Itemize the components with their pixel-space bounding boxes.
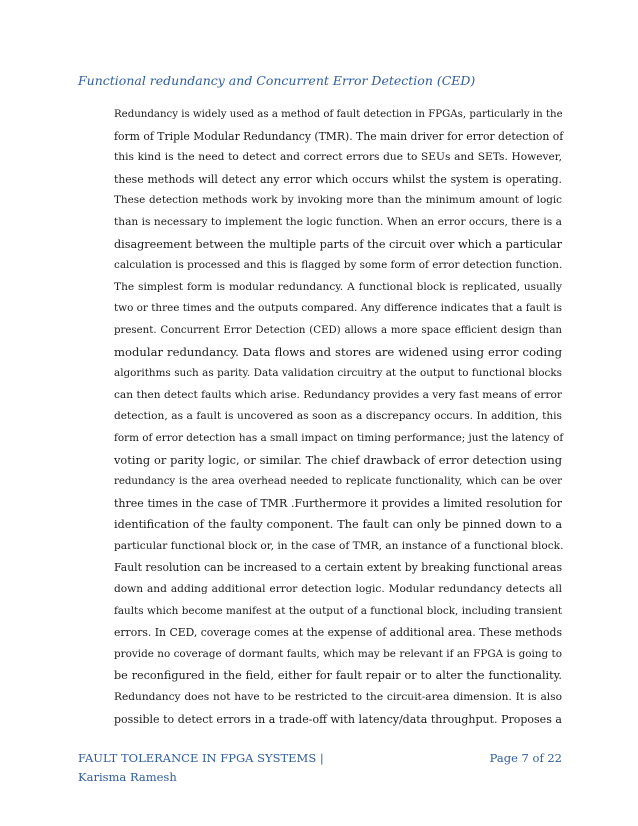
paragraph-line: be reconfigured in the field, either for fault repair or to alter the functionality. xyxy=(114,669,562,683)
paragraph-line: particular functional block or, in the case of TMR, an instance of a functional block. xyxy=(114,539,564,552)
paragraph-line: than is necessary to implement the logic function. When an error occurs, there is a xyxy=(114,215,562,228)
paragraph-line: faults which become manifest at the output of a functional block, including transient xyxy=(114,604,562,617)
paragraph-line: These detection methods work by invoking more than the minimum amount of logic xyxy=(114,194,562,207)
paragraph-line: provide no coverage of dormant faults, which may be relevant if an FPGA is going to xyxy=(114,647,562,660)
paragraph-line: form of error detection has a small impact on timing performance; just the latency of xyxy=(114,431,564,444)
footer-document-title: FAULT TOLERANCE IN FPGA SYSTEMS | Karisma Ramesh xyxy=(78,751,324,784)
paragraph-line: modular redundancy. Data flows and stores are widened using error coding xyxy=(114,344,562,359)
paragraph-line: this kind is the need to detect and correct errors due to SEUs and SETs. However, xyxy=(114,151,562,164)
paragraph-line: identification of the faulty component. The fault can only be pinned down to a xyxy=(114,518,562,532)
paragraph-line: algorithms such as parity. Data validation circuitry at the output to functional blocks xyxy=(114,367,562,380)
paragraph-line: detection, as a fault is uncovered as soon as a discrepancy occurs. In addition, this xyxy=(114,410,562,423)
paragraph-line: can then detect faults which arise. Redundancy provides a very fast means of error xyxy=(114,388,562,401)
paragraph-line: Redundancy does not have to be restricted to the circuit-area dimension. It is also xyxy=(114,691,562,704)
paragraph-line: possible to detect errors in a trade-off with latency/data throughput. Proposes a xyxy=(114,712,562,726)
paragraph-line: down and adding additional error detection logic. Modular redundancy detects all xyxy=(114,583,562,596)
paragraph-line: present. Concurrent Error Detection (CED) allows a more space efficient design than xyxy=(114,324,562,336)
paragraph-line: disagreement between the multiple parts of the circuit over which a particular xyxy=(114,237,562,251)
paragraph-line: two or three times and the outputs compared. Any difference indicates that a fault is xyxy=(114,302,562,315)
paragraph-line: Fault resolution can be increased to a certain extent by breaking functional areas xyxy=(114,561,562,575)
paragraph-line: these methods will detect any error which occurs whilst the system is operating. xyxy=(114,172,562,186)
paragraph-line: errors. In CED, coverage comes at the expense of additional area. These methods xyxy=(114,626,562,640)
footer-page-number: Page 7 of 22 xyxy=(489,751,562,765)
section-heading: Functional redundancy and Concurrent Error Detection (CED) xyxy=(78,73,476,88)
paragraph-line: voting or parity logic, or similar. The chief drawback of error detection using xyxy=(114,452,562,467)
paragraph-line: Redundancy is widely used as a method of fault detection in FPGAs, particularly in the xyxy=(114,109,563,120)
paragraph-line: calculation is processed and this is flagged by some form of error detection function. xyxy=(114,259,563,272)
paragraph-line: form of Triple Modular Redundancy (TMR). The main driver for error detection of xyxy=(114,129,564,143)
paragraph-line: redundancy is the area overhead needed to replicate functionality, which can be over xyxy=(114,476,562,488)
paragraph-line: three times in the case of TMR .Furthermore it provides a limited resolution for xyxy=(114,496,562,510)
body-paragraph xyxy=(114,104,562,730)
paragraph-line: The simplest form is modular redundancy. A functional block is replicated, usually xyxy=(114,280,562,293)
